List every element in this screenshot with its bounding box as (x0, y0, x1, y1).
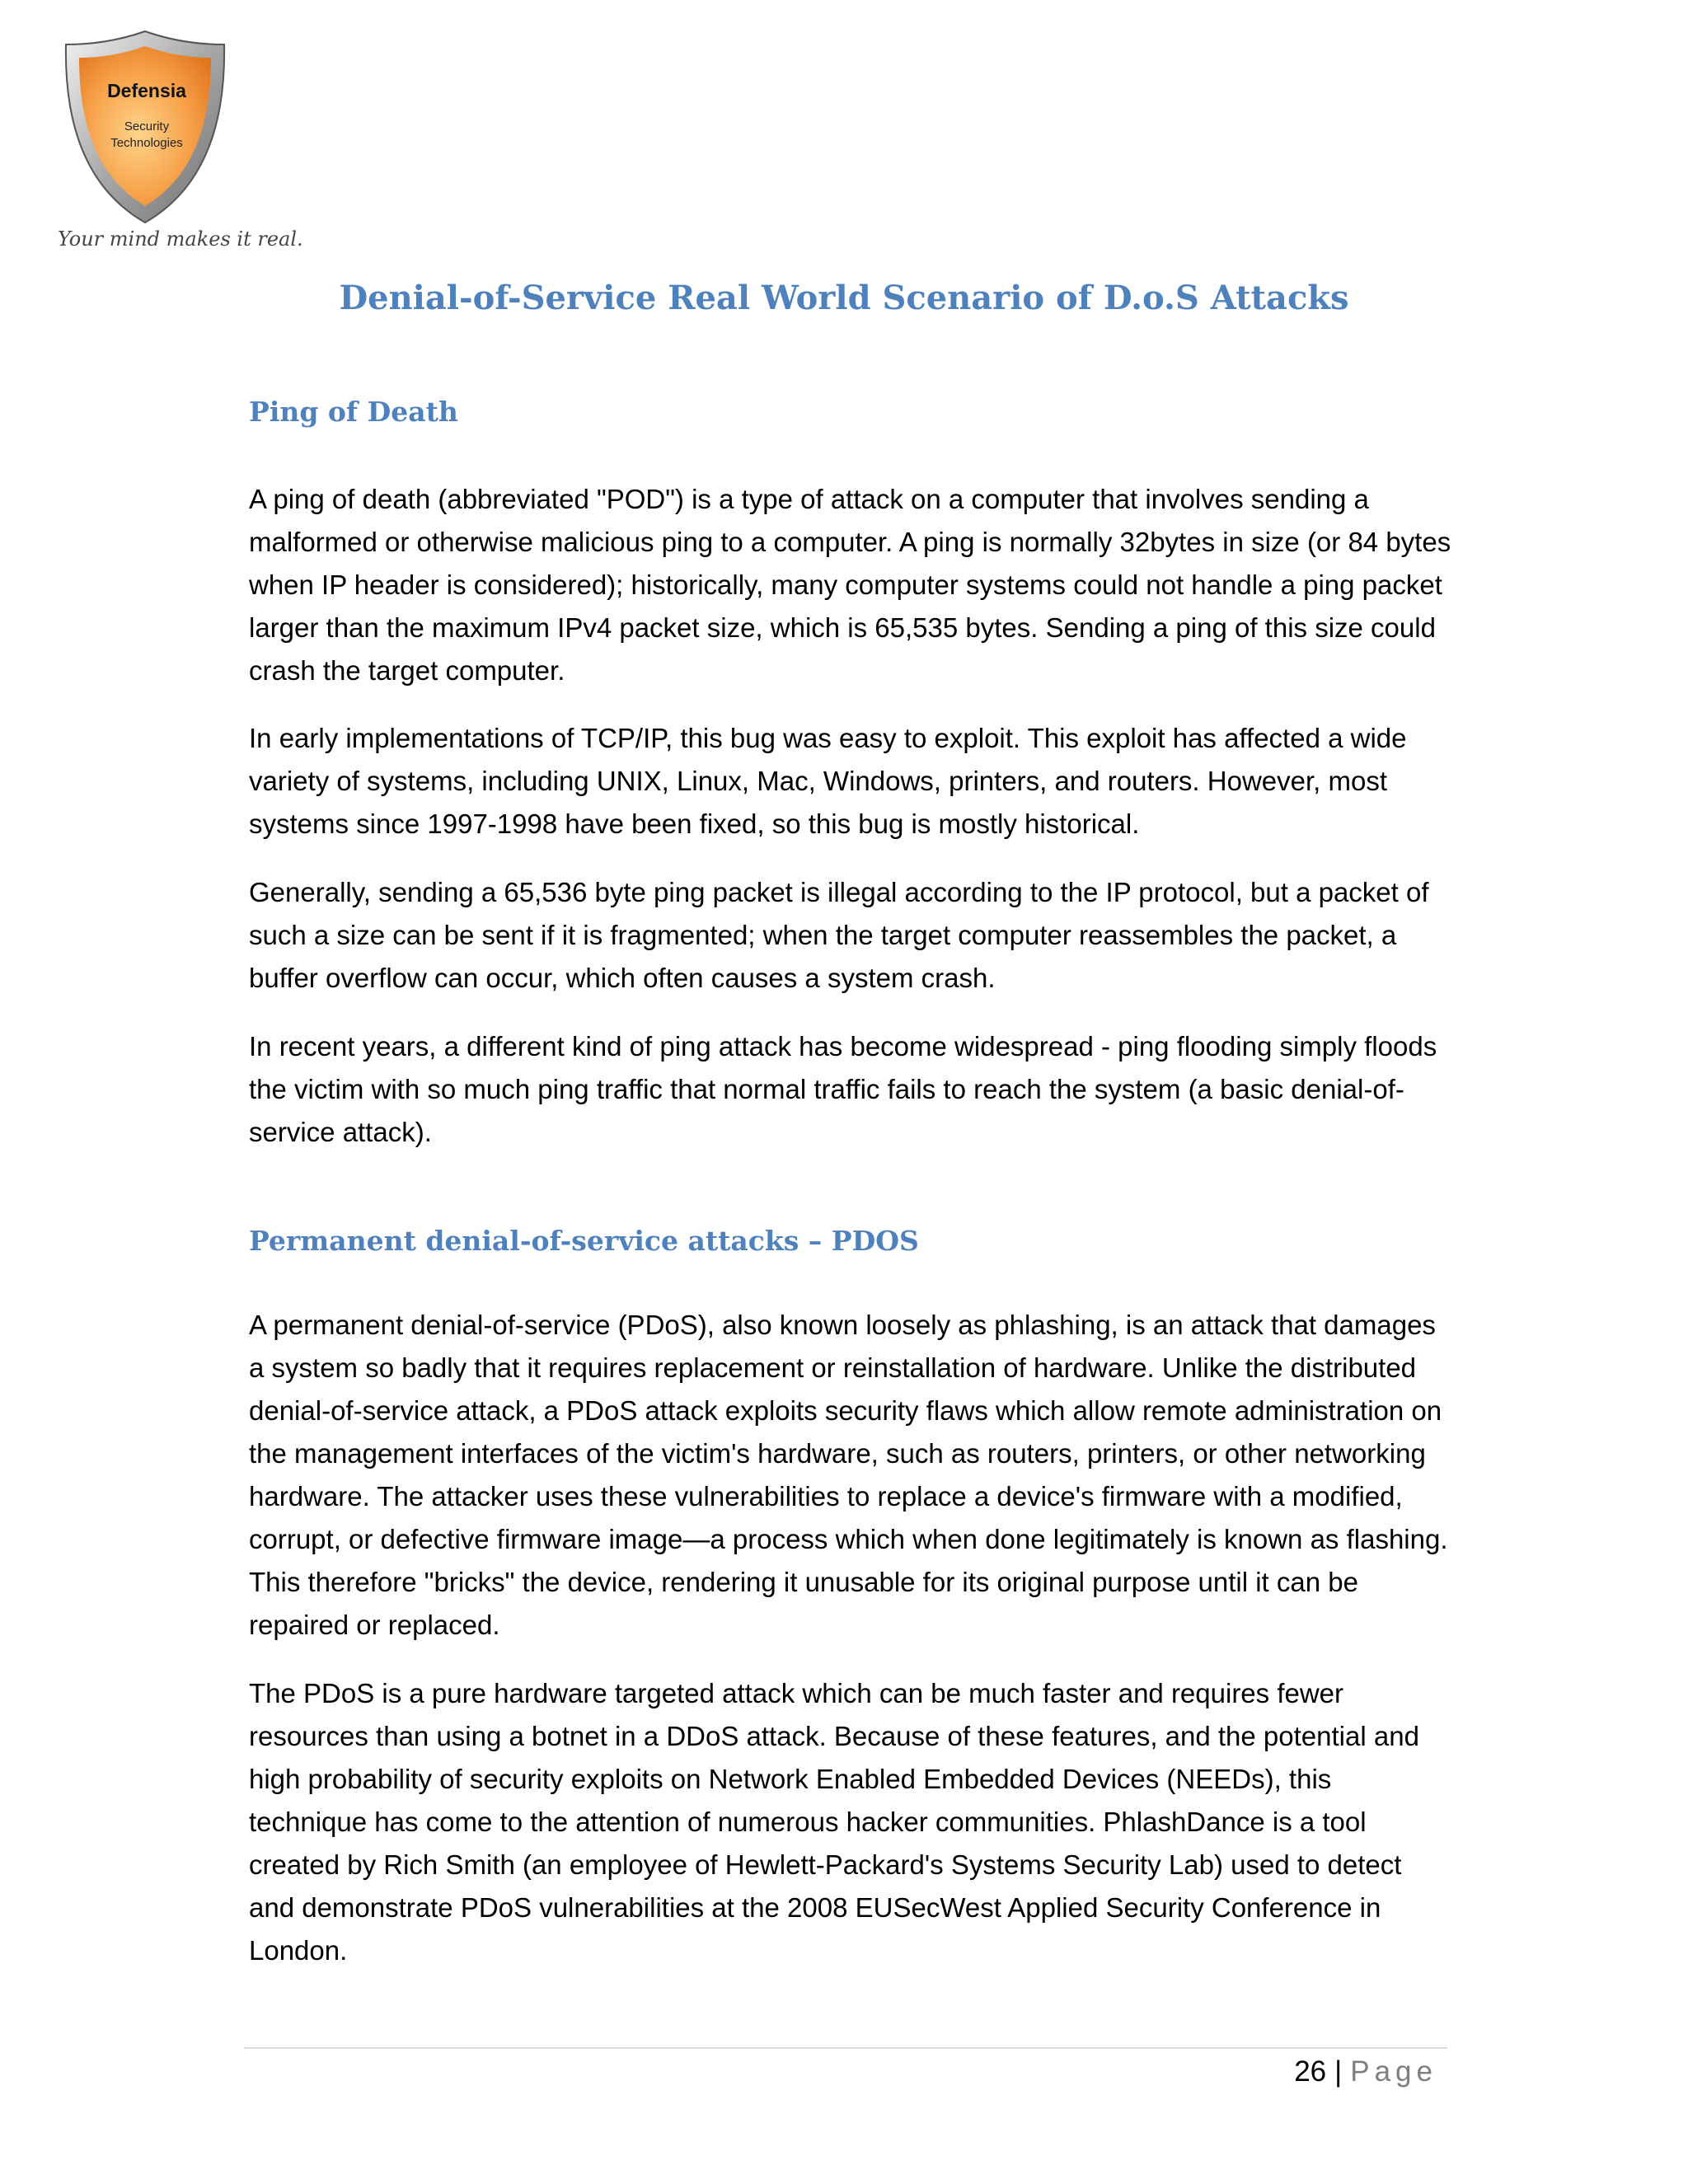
paragraph: A permanent denial-of-service (PDoS), also known loosely as phlashing, is an attack that damages a system so badly that it requires replacement or reinstallation of hardware. Unlike the distributed denial-of-service attack, a PDoS attack exploits security flaws which allow remote administration on the management interfaces of the victim's hardware, such as routers, printers, or other networking hardware. The attacker uses these vulnerabilities to replace a device's firmware with a modified, corrupt, or defective firmware image—a process which when done legitimately is known as flashing. This therefore "bricks" the device, rendering it unusable for its original purpose until it can be repaired or replaced. (249, 1310, 1448, 1640)
page-footer (1294, 2055, 1437, 2088)
logo-tagline: Your mind makes it real. (58, 227, 303, 251)
section-heading-ping-of-death: Ping of Death (249, 396, 458, 428)
logo-brand: Defensia (107, 80, 186, 101)
paragraph: In early implementations of TCP/IP, this bug was easy to exploit. This exploit has affected a wide variety of systems, including UNIX, Linux, Mac, Windows, printers, and routers. However, most systems since 1997-1998 have been fixed, so this bug is mostly historical. (249, 723, 1407, 839)
page-title: Denial-of-Service Real World Scenario of D.o.S Attacks (339, 279, 1349, 317)
paragraph: In recent years, a different kind of ping attack has become widespread - ping flooding simply floods the victim with so much ping traffic that normal traffic fails to reach the system (a basic denial-of-service attack). (249, 1031, 1437, 1147)
page-separator: | (1334, 2055, 1343, 2088)
paragraph: Generally, sending a 65,536 byte ping packet is illegal according to the IP protocol, but a packet of such a size can be sent if it is fragmented; when the target computer reassembles the packet, a buffer overflow can occur, which often causes a system crash. (249, 877, 1429, 993)
logo-line-1: Security (124, 120, 170, 134)
shield-logo-icon (54, 28, 236, 226)
footer-divider (244, 2047, 1447, 2049)
company-logo (54, 28, 236, 259)
page-number: 26 (1294, 2055, 1327, 2088)
logo-line-2: Technologies (110, 136, 183, 150)
paragraph: A ping of death (abbreviated "POD") is a type of attack on a computer that involves sending a malformed or otherwise malicious ping to a computer. A ping is normally 32bytes in size (or 84 bytes when IP header is considered); historically, many computer systems could not handle a ping packet larger than the maximum IPv4 packet size, which is 65,535 bytes. Sending a ping of this size could crash the target computer. (249, 484, 1451, 686)
section-heading-pdos: Permanent denial-of-service attacks – PDOS (249, 1225, 919, 1257)
page-label: Page (1350, 2055, 1437, 2088)
paragraph: The PDoS is a pure hardware targeted attack which can be much faster and requires fewer resources than using a botnet in a DDoS attack. Because of these features, and the potential and high probability of security exploits on Network Enabled Embedded Devices (NEEDs), this technique has come to the attention of numerous hacker communities. PhlashDance is a tool created by Rich Smith (an employee of Hewlett-Packard's Systems Security Lab) used to detect and demonstrate PDoS vulnerabilities at the 2008 EUSecWest Applied Security Conference in London. (249, 1678, 1419, 1966)
